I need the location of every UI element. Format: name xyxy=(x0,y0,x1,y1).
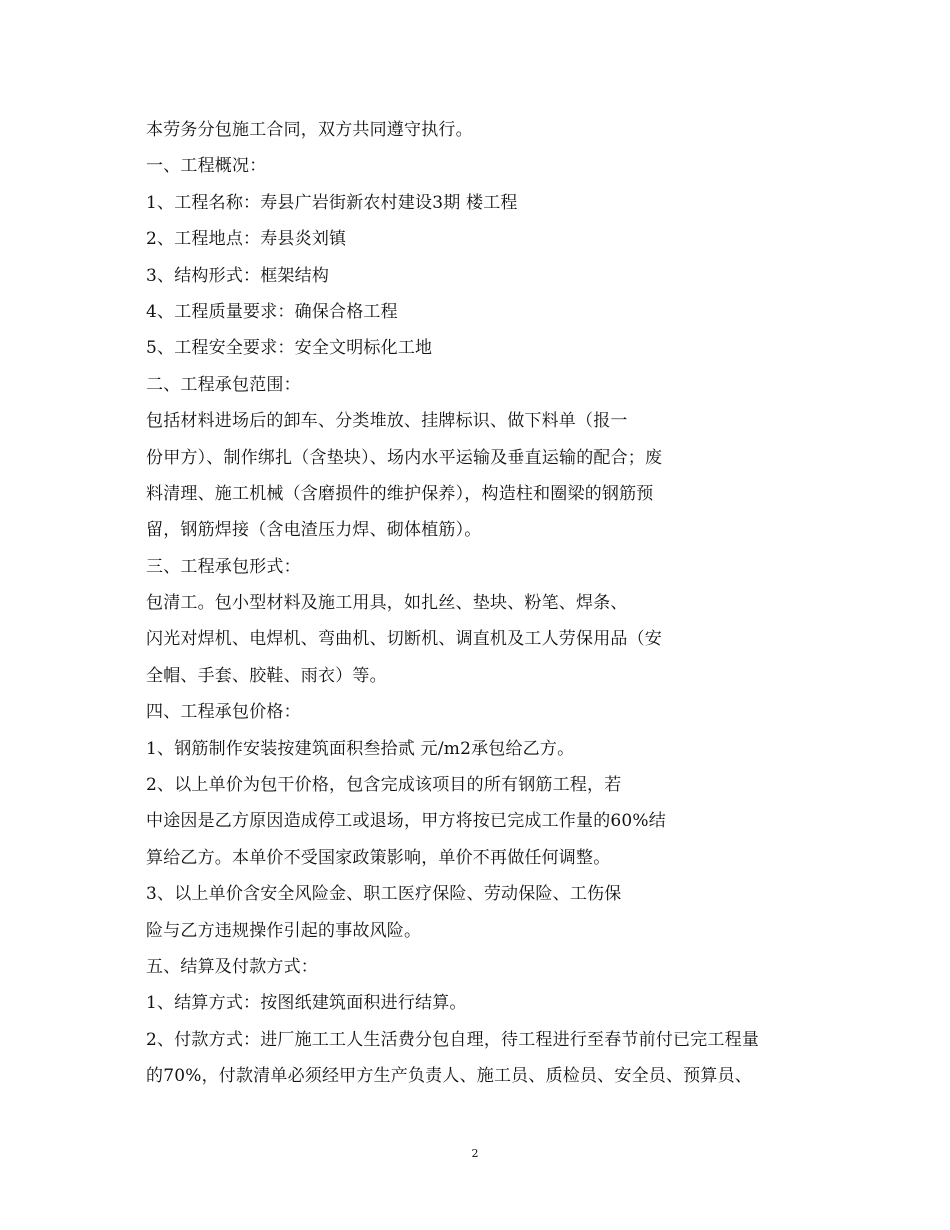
text-line: 2、工程地点：寿县炎刘镇 xyxy=(146,229,347,250)
text-line: 的70%，付款清单必须经甲方生产负责人、施工员、质检员、安全员、预算员、 xyxy=(146,1066,752,1087)
text-line: 3、以上单价含安全风险金、职工医疗保险、劳动保险、工伤保 xyxy=(146,884,622,905)
text-line: 5、工程安全要求：安全文明标化工地 xyxy=(146,338,433,359)
text-line: 1、工程名称：寿县广岩街新农村建设3期 楼工程 xyxy=(146,192,518,213)
text-line: 中途因是乙方原因造成停工或退场，甲方将按已完成工作量的60%结 xyxy=(146,811,666,832)
text-line: 留，钢筋焊接（含电渣压力焊、砌体植筋）。 xyxy=(146,520,482,541)
text-line: 算给乙方。本单价不受国家政策影响，单价不再做任何调整。 xyxy=(146,847,611,868)
text-line: 包清工。包小型材料及施工用具，如扎丝、垫块、粉笔、焊条、 xyxy=(146,593,628,614)
text-line: 料清理、施工机械（含磨损件的维护保养），构造柱和圈梁的钢筋预 xyxy=(146,483,654,504)
section-heading: 二、工程承包范围： xyxy=(146,374,301,395)
text-line: 2、付款方式：进厂施工工人生活费分包自理，待工程进行至春节前付已完工程量 xyxy=(146,1029,760,1050)
section-heading: 五、结算及付款方式： xyxy=(146,956,318,977)
text-line: 3、结构形式：框架结构 xyxy=(146,265,330,286)
text-line: 包括材料进场后的卸车、分类堆放、挂牌标识、做下料单（报一 xyxy=(146,411,628,432)
text-line: 1、结算方式：按图纸建筑面积进行结算。 xyxy=(146,993,467,1014)
text-line: 4、工程质量要求：确保合格工程 xyxy=(146,301,398,322)
text-line: 份甲方）、制作绑扎（含垫块）、场内水平运输及垂直运输的配合；废 xyxy=(146,447,663,468)
section-heading: 一、工程概况： xyxy=(146,156,267,177)
text-line: 险与乙方违规操作引起的事故风险。 xyxy=(146,920,422,941)
section-heading: 三、工程承包形式： xyxy=(146,556,301,577)
contract-body xyxy=(146,112,826,1095)
page-number: 2 xyxy=(471,1147,479,1160)
text-line: 全帽、手套、胶鞋、雨衣）等。 xyxy=(146,665,387,686)
text-line: 1、钢筋制作安装按建筑面积叁拾贰 元/m2承包给乙方。 xyxy=(146,738,575,759)
section-heading: 四、工程承包价格： xyxy=(146,702,301,723)
text-line: 本劳务分包施工合同，双方共同遵守执行。 xyxy=(146,120,473,140)
text-line: 2、以上单价为包干价格，包含完成该项目的所有钢筋工程，若 xyxy=(146,775,622,796)
text-line: 闪光对焊机、电焊机、弯曲机、切断机、调直机及工人劳保用品（安 xyxy=(146,629,662,650)
